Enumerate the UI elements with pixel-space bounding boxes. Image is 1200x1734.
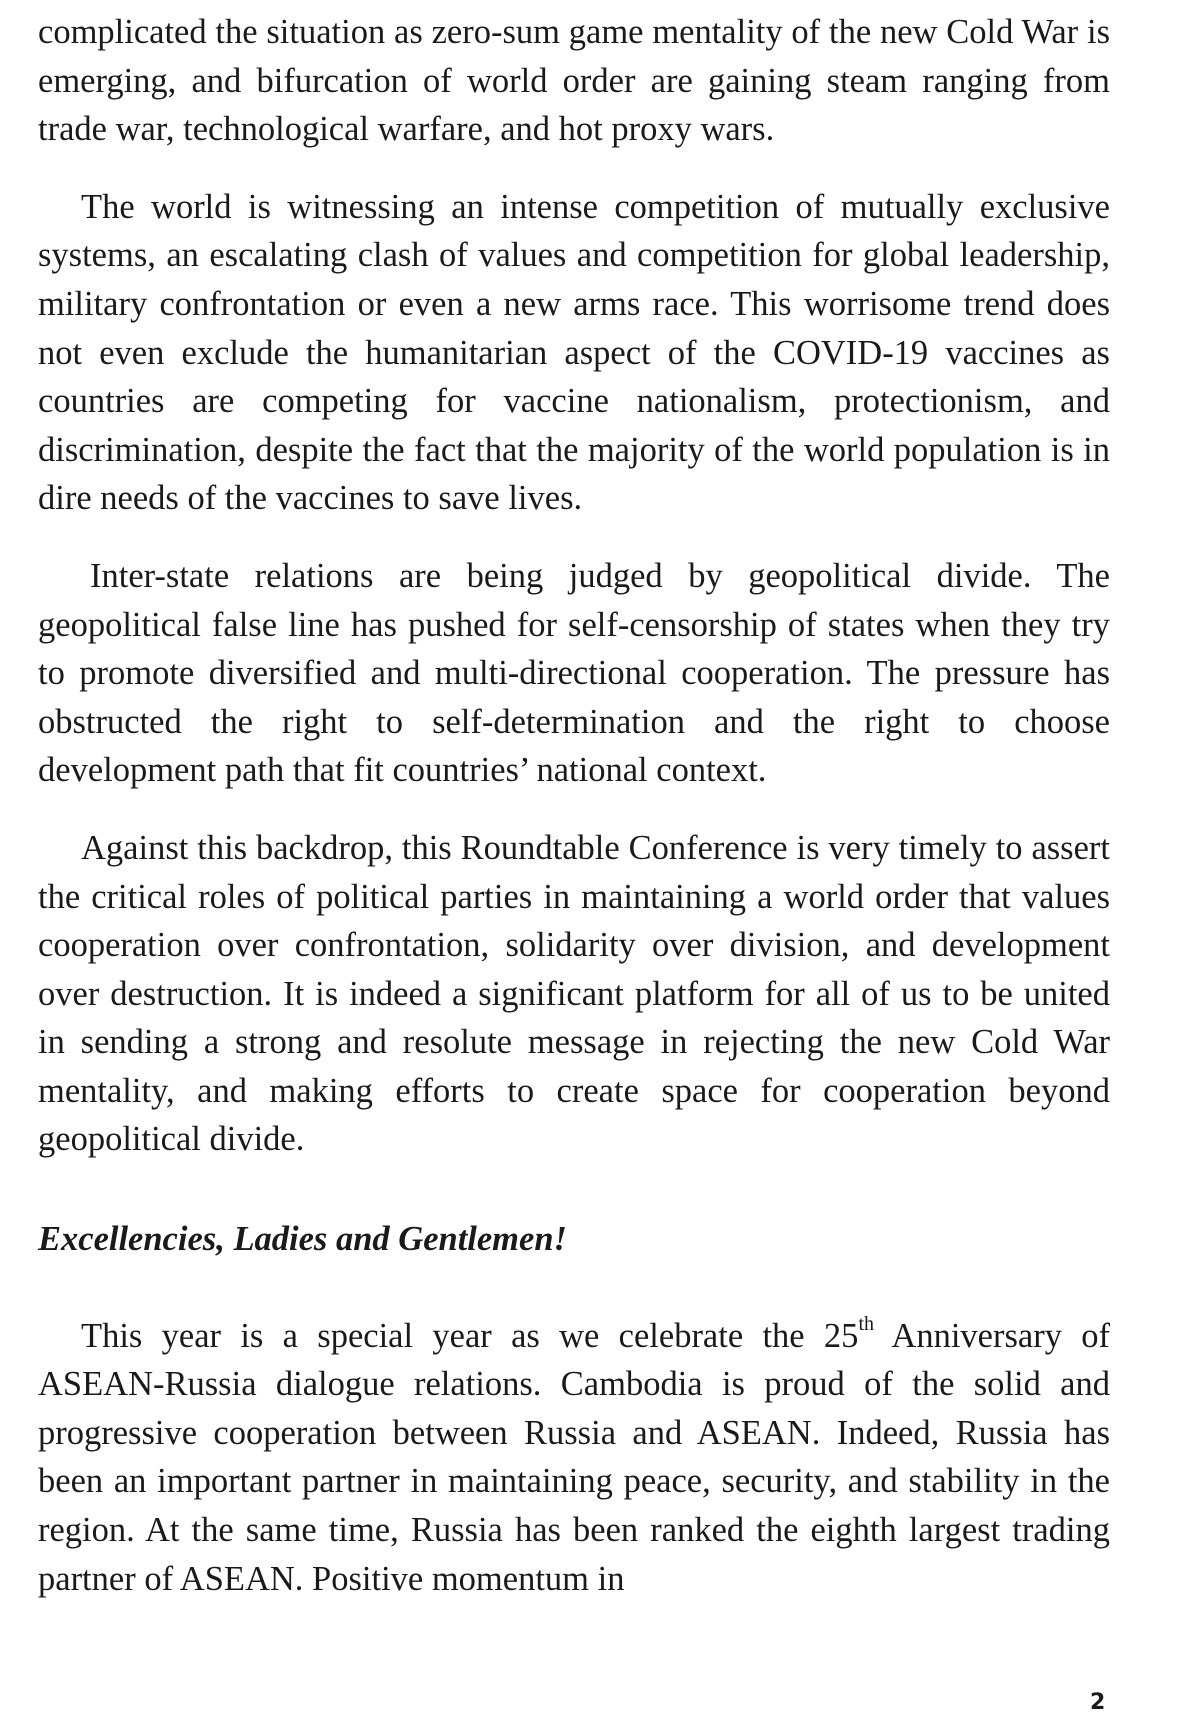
salutation-heading: Excellencies, Ladies and Gentlemen! [38, 1220, 567, 1259]
paragraph-competition: The world is witnessing an intense competition of mutually exclusive systems, an escalating clash of values and competition for global leadership, military confrontation or even a new arms race. This worrisome trend does not even exclude the humanitarian aspect of the COVID-19 vaccines as countries are competing for vaccine nationalism, protectionism, and discrimination, despite the fact that the majority of the world population is in dire needs of the vaccines to save lives. [38, 187, 1110, 518]
page-number: 2 [1090, 1690, 1106, 1715]
paragraph-roundtable-conference: Against this backdrop, this Roundtable Conference is very timely to assert the critical roles of political parties in maintaining a world order that values cooperation over confrontation, solidarity over division, and development over destruction. It is indeed a significant platform for all of us to be united in sending a strong and resolute message in rejecting the new Cold War mentality, and making efforts to create space for cooperation beyond geopolitical divide. [38, 828, 1110, 1159]
paragraph-asean-russia-start: This year is a special year as we celebrate the 25 [81, 1316, 859, 1355]
paragraph-cold-war: complicated the situation as zero-sum game mentality of the new Cold War is emerging, and bifurcation of world order are gaining steam ranging from trade war, technological warfare, and hot proxy wars. [38, 13, 1110, 149]
ordinal-suffix: th [858, 1313, 874, 1336]
paragraph-asean-russia-end: Anniversary of ASEAN-Russia dialogue relations. Cambodia is proud of the solid and progressive cooperation between Russia and ASEAN. Indeed, Russia has been an important partner in maintaining peace, security, and stability in the region. At the same time, Russia has been ranked the eighth largest trading partner of ASEAN. Positive momentum in [38, 1316, 1110, 1598]
paragraph-inter-state-relations: Inter-state relations are being judged by geopolitical divide. The geopolitical false line has pushed for self-censorship of states when they try to promote diversified and multi-directional cooperation. The pressure has obstructed the right to self-determination and the right to choose development path that fit countries’ national context. [38, 556, 1110, 790]
document-page [38, 8, 1110, 1603]
paragraph-asean-russia [38, 1312, 1110, 1604]
